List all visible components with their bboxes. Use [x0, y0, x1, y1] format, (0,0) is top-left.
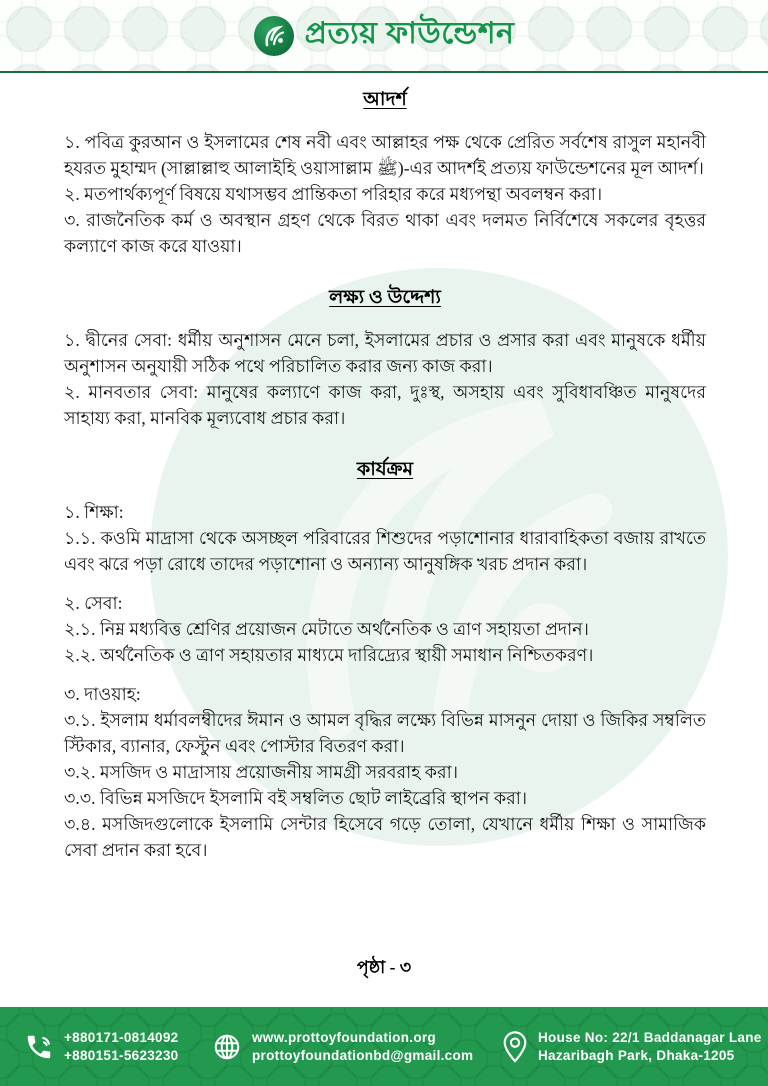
email-address: prottoyfoundationbd@gmail.com [252, 1047, 474, 1063]
paragraph: ২.২. অর্থনৈতিক ও ত্রাণ সহায়তার মাধ্যমে দারিদ্র্যের স্থায়ী সমাধান নিশ্চিতকরণ। [64, 645, 594, 665]
paragraph: ১.১. কওমি মাদ্রাসা থেকে অসচ্ছল পরিবারের শিশুদের পড়াশোনার ধারাবাহিকতা বজায় রাখতে এবং ঝরে পড়া রোধে তাদের পড়াশোনা ও অন্যান্য আনুষঙ্গিক খরচ প্রদান করা। [64, 528, 706, 574]
paragraph: ৩.২. মসজিদ ও মাদ্রাসায় প্রয়োজনীয় সামগ্রী সরবরাহ করা। [64, 762, 458, 782]
section-heading-goals: লক্ষ্য ও উদ্দেশ্য [329, 287, 441, 308]
phone-icon [24, 1032, 54, 1062]
section-heading-ideals: আদর্শ [363, 89, 407, 110]
brand-name: প্রত্যয় ফাউন্ডেশন [304, 16, 515, 50]
section-goals [64, 286, 706, 431]
paragraph: ৩. দাওয়াহ: [64, 684, 141, 704]
website-url: www.prottoyfoundation.org [252, 1029, 436, 1045]
paragraph: ৩. রাজনৈতিক কর্ম ও অবস্থান গ্রহণ থেকে বিরত থাকা এবং দলমত নির্বিশেষে সকলের বৃহত্তর কল্যাণে কাজ করে যাওয়া। [64, 210, 706, 256]
page-number: পৃষ্ঠা - ৩ [356, 957, 412, 977]
section-heading-activities: কার্যক্রম [356, 459, 414, 480]
page-header [0, 0, 768, 73]
paragraph: ২. মানবতার সেবা: মানুষের কল্যাণে কাজ করা, দুঃস্থ, অসহায় এবং সুবিধাবঞ্চিত মানুষদের সাহায্য করা, মানবিক মূল্যবোধ প্রচার করা। [64, 382, 706, 428]
paragraph: ১. দ্বীনের সেবা: ধর্মীয় অনুশাসন মেনে চলা, ইসলামের প্রচার ও প্রসার করা এবং মানুষকে ধর্মীয় অনুশাসন অনুযায়ী সঠিক পথে পরিচালিত করার জন্য কাজ করা। [64, 330, 706, 376]
phone-number-2: +880151-5623230 [64, 1047, 179, 1063]
paragraph: ৩.৪. মসজিদগুলোকে ইসলামি সেন্টার হিসেবে গড়ে তোলা, যেখানে ধর্মীয় শিক্ষা ও সামাজিক সেবা প্রদান করা হবে। [64, 814, 706, 860]
address-line-2: Hazaribagh Park, Dhaka-1205 [538, 1047, 735, 1063]
footer-contact-phone [24, 1029, 178, 1065]
section-activities [64, 458, 706, 863]
document-body [64, 88, 706, 863]
paragraph: ৩.৩. বিভিন্ন মসজিদে ইসলামি বই সম্বলিত ছোট লাইব্রেরি স্থাপন করা। [64, 788, 528, 808]
page-footer [0, 1007, 768, 1086]
paragraph: ২.১. নিম্ন মধ্যবিত্ত শ্রেণির প্রয়োজন মেটাতে অর্থনৈতিক ও ত্রাণ সহায়তা প্রদান। [64, 619, 589, 639]
foundation-logo-icon [254, 16, 294, 56]
activity-group-dawah [64, 681, 706, 863]
location-pin-icon [502, 1030, 528, 1064]
activity-group-service [64, 590, 706, 668]
paragraph: ১. পবিত্র কুরআন ও ইসলামের শেষ নবী এবং আল্লাহর পক্ষ থেকে প্রেরিত সর্বশেষ রাসুল মহানবী হযরত মুহাম্মদ (সাল্লাল্লাহু আলাইহি ওয়াসাল্লাম ﷺ)-এর আদর্শই প্রত্যয় ফাউন্ডেশনের মূল আদর্শ। [64, 132, 706, 178]
section-ideals [64, 88, 706, 259]
globe-icon [212, 1032, 242, 1062]
address-line-1: House No: 22/1 Baddanagar Lane [538, 1029, 762, 1045]
paragraph: ২. সেবা: [64, 593, 123, 613]
paragraph: ৩.১. ইসলাম ধর্মাবলম্বীদের ঈমান ও আমল বৃদ্ধির লক্ষ্যে বিভিন্ন মাসনুন দোয়া ও জিকির সম্বলিত স্টিকার, ব্যানার, ফেস্টুন এবং পোস্টার বিতরণ করা। [64, 710, 706, 756]
paragraph: ১. শিক্ষা: [64, 502, 124, 522]
footer-contact-address [502, 1029, 762, 1065]
paragraph: ২. মতপার্থক্যপূর্ণ বিষয়ে যথাসম্ভব প্রান্তিকতা পরিহার করে মধ্যপন্থা অবলম্বন করা। [64, 184, 603, 204]
activity-group-education [64, 499, 706, 577]
footer-contact-web [212, 1029, 473, 1065]
phone-number-1: +880171-0814092 [64, 1029, 179, 1045]
